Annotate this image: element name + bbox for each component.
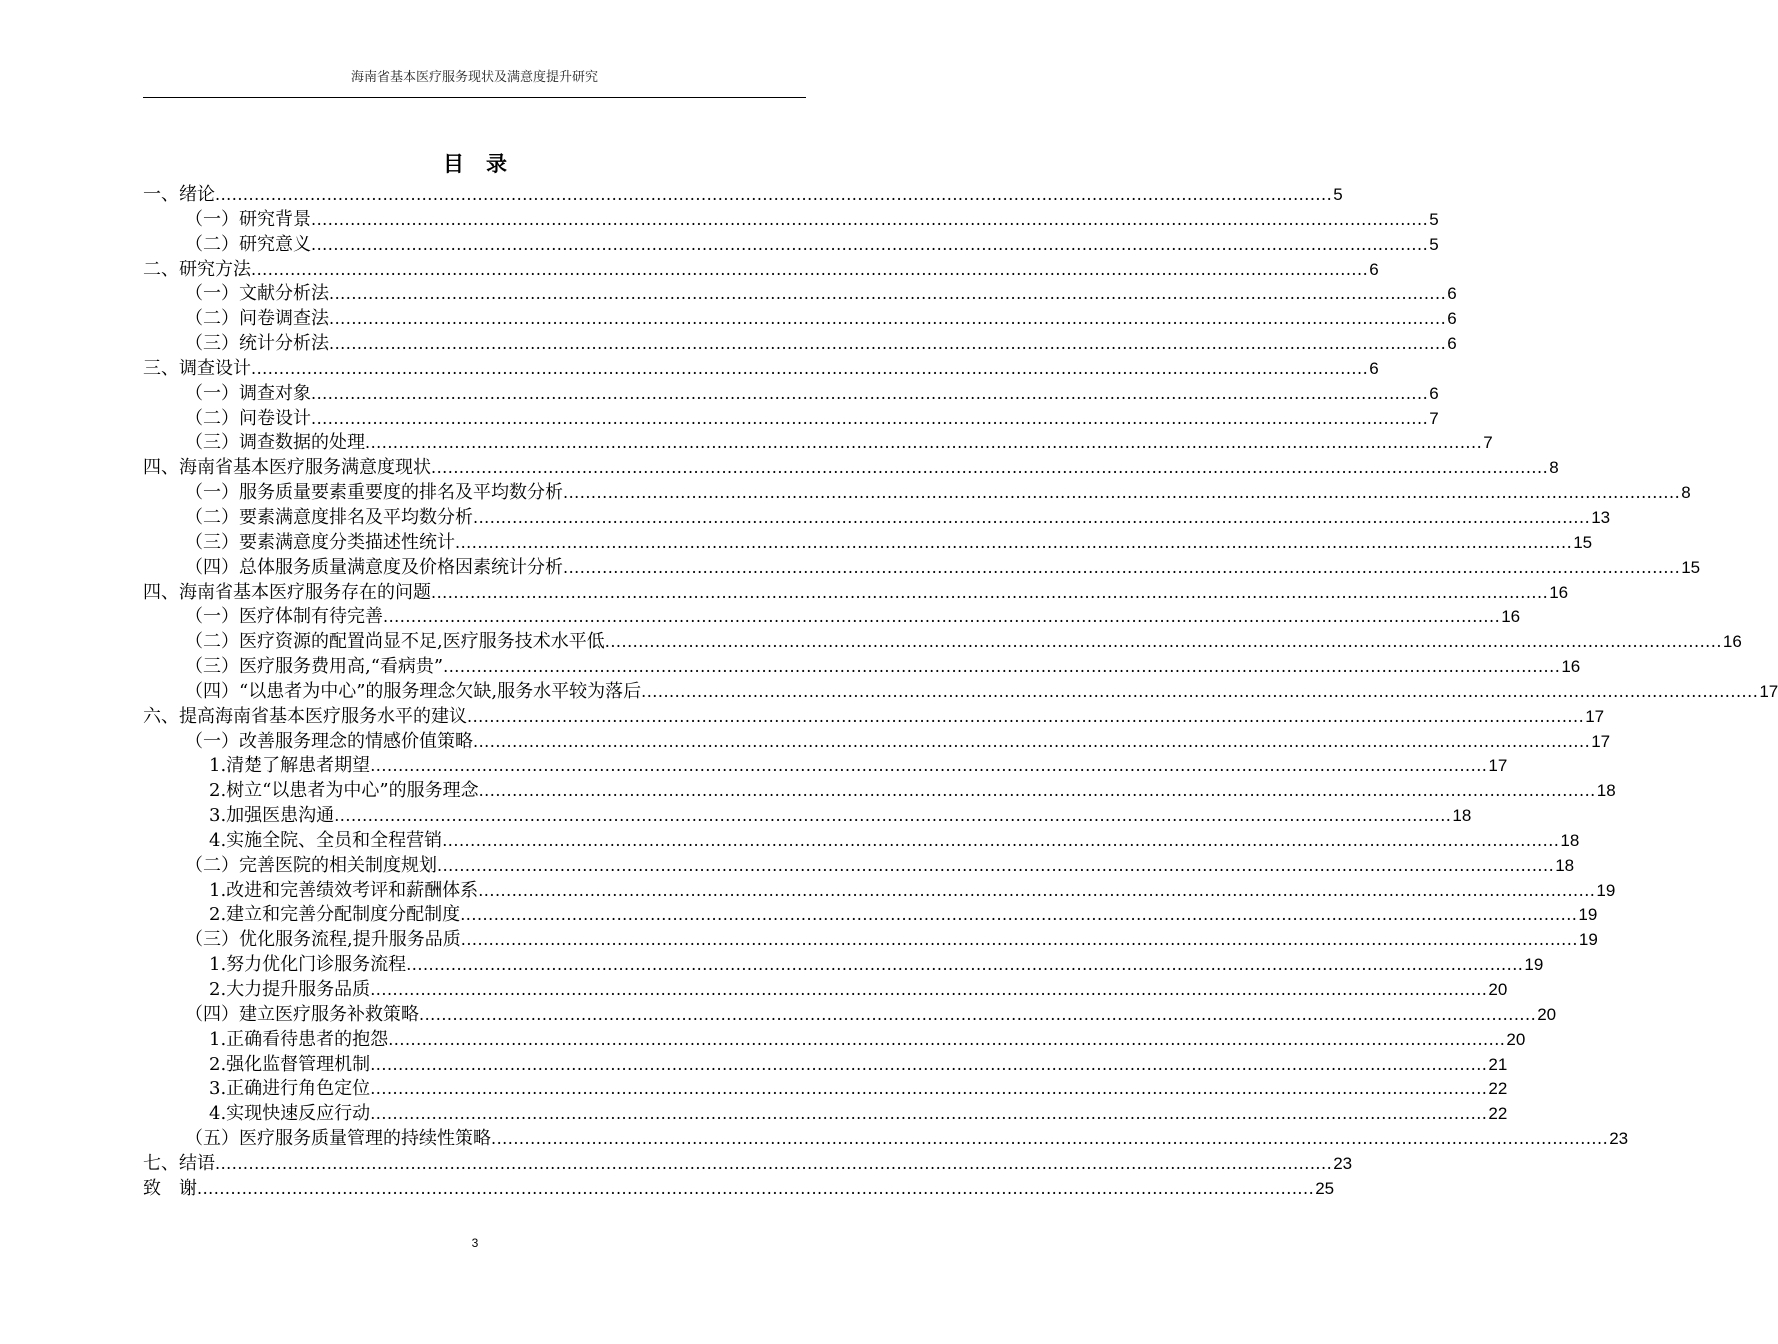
toc-dot-leader: ........................................................................................................................................................................................................	[473, 731, 1591, 751]
toc-entry-page: 19	[1578, 930, 1598, 950]
toc-entry[interactable]	[143, 282, 1457, 307]
toc-dot-leader: ........................................................................................................................................................................................................	[329, 284, 1447, 304]
toc-entry[interactable]	[143, 431, 1493, 456]
toc-entry-label: （一）服务质量要素重要度的排名及平均数分析	[185, 482, 563, 504]
toc-dot-leader: ........................................................................................................................................................................................................	[334, 806, 1452, 826]
toc-entry-page: 6	[1447, 334, 1457, 354]
toc-entry-page: 19	[1524, 955, 1544, 975]
toc-entry-page: 6	[1447, 284, 1457, 304]
toc-entry-page: 20	[1488, 980, 1508, 999]
toc-entry-page: 22	[1488, 1104, 1508, 1124]
toc-entry[interactable]	[143, 854, 1575, 879]
toc-entry-page: 13	[1591, 507, 1611, 527]
toc-entry-page: 25	[1315, 1178, 1335, 1198]
toc-dot-leader: ........................................................................................................................................................................................................	[251, 358, 1369, 378]
toc-entry-label: 3.正确进行角色定位	[209, 1078, 371, 1100]
running-header: 海南省基本医疗服务现状及满意度提升研究	[350, 70, 598, 85]
toc-entry-label: （二）问卷调查法	[185, 308, 329, 330]
toc-entry-page: 15	[1573, 532, 1593, 552]
toc-entry-label: 四、海南省基本医疗服务满意度现状	[143, 457, 431, 479]
toc-entry[interactable]	[143, 258, 1379, 283]
toc-dot-leader: ........................................................................................................................................................................................................	[478, 880, 1596, 900]
toc-entry-page: 18	[1596, 781, 1616, 801]
toc-entry-label: 2.大力提升服务品质	[209, 979, 371, 1000]
toc-entry-label: （一）研究背景	[185, 208, 311, 230]
toc-dot-leader: ........................................................................................................................................................................................................	[329, 334, 1447, 354]
toc-entry[interactable]	[143, 407, 1439, 432]
toc-entry-page: 16	[1722, 632, 1742, 652]
toc-entry[interactable]	[143, 183, 1343, 208]
toc-entry-label: 2.建立和完善分配制度分配制度	[209, 904, 461, 926]
toc-entry-label: （二）医疗资源的配置尚显不足,医疗服务技术水平低	[185, 631, 605, 653]
toc-entry-label: （三）要素满意度分类描述性统计	[185, 531, 455, 553]
toc-entry-page: 5	[1333, 185, 1343, 204]
toc-entry-label: 四、海南省基本医疗服务存在的问题	[143, 581, 431, 603]
toc-entry-page: 6	[1369, 259, 1379, 279]
toc-dot-leader: ........................................................................................................................................................................................................	[311, 234, 1429, 254]
toc-entry[interactable]	[143, 630, 1742, 655]
toc-entry-label: （二）要素满意度排名及平均数分析	[185, 506, 473, 528]
toc-entry[interactable]	[143, 1152, 1353, 1177]
toc-entry-label: 三、调查设计	[143, 357, 251, 379]
toc-entry-page: 23	[1333, 1153, 1353, 1173]
toc-entry[interactable]	[143, 1003, 1557, 1028]
toc-entry[interactable]	[143, 481, 1691, 506]
toc-entry[interactable]	[143, 233, 1439, 258]
toc-entry[interactable]	[143, 1127, 1629, 1152]
toc-entry[interactable]	[143, 382, 1439, 407]
toc-entry[interactable]	[143, 208, 1439, 233]
toc-dot-leader: ........................................................................................................................................................................................................	[455, 532, 1573, 552]
toc-entry-label: （一）调查对象	[185, 382, 311, 404]
toc-entry[interactable]	[143, 1053, 1508, 1078]
toc-entry-page: 5	[1429, 209, 1439, 229]
toc-entry[interactable]	[143, 730, 1611, 755]
toc-entry[interactable]	[143, 953, 1544, 978]
toc-entry[interactable]	[143, 978, 1508, 1003]
toc-dot-leader: ........................................................................................................................................................................................................	[311, 209, 1429, 229]
toc-dot-leader: ........................................................................................................................................................................................................	[370, 980, 1488, 999]
toc-entry-label: （一）改善服务理念的情感价值策略	[185, 730, 473, 752]
toc-dot-leader: ........................................................................................................................................................................................................	[563, 483, 1681, 503]
toc-entry-label: 1.努力优化门诊服务流程	[209, 954, 407, 976]
toc-entry-page: 16	[1501, 607, 1521, 627]
toc-entry-label: （五）医疗服务质量管理的持续性策略	[185, 1128, 491, 1150]
toc-entry-label: （三）调查数据的处理	[185, 432, 365, 454]
toc-entry[interactable]	[143, 754, 1508, 779]
toc-entry-label: （二）问卷设计	[185, 407, 311, 429]
toc-entry-page: 19	[1578, 905, 1598, 925]
toc-dot-leader: ........................................................................................................................................................................................................	[383, 607, 1501, 627]
toc-entry[interactable]	[143, 581, 1569, 606]
toc-entry-label: 致 谢	[143, 1177, 197, 1199]
toc-dot-leader: ........................................................................................................................................................................................................	[478, 781, 1596, 801]
table-of-contents	[143, 183, 1778, 1202]
toc-entry-label: 2.强化监督管理机制	[209, 1053, 371, 1075]
toc-dot-leader: ........................................................................................................................................................................................................	[473, 507, 1591, 527]
toc-entry-page: 17	[1591, 731, 1611, 751]
toc-entry-label: 4.实现快速反应行动	[209, 1103, 371, 1125]
toc-entry-page: 6	[1369, 358, 1379, 378]
toc-entry-page: 17	[1759, 681, 1778, 701]
toc-entry-page: 23	[1609, 1129, 1629, 1149]
toc-entry-page: 16	[1549, 582, 1569, 602]
toc-dot-leader: ........................................................................................................................................................................................................	[215, 185, 1333, 204]
toc-entry-page: 17	[1488, 756, 1508, 776]
toc-entry-label: （三）优化服务流程,提升服务品质	[185, 929, 461, 951]
toc-entry-page: 15	[1681, 557, 1701, 577]
toc-entry-label: 4.实施全院、全员和全程营销	[209, 829, 443, 851]
toc-entry[interactable]	[143, 332, 1457, 357]
toc-entry-page: 19	[1596, 880, 1616, 900]
toc-dot-leader: ........................................................................................................................................................................................................	[370, 1054, 1488, 1074]
toc-entry[interactable]	[143, 705, 1605, 730]
toc-entry[interactable]	[143, 556, 1701, 581]
toc-entry-page: 18	[1560, 830, 1580, 850]
toc-entry-page: 5	[1429, 234, 1439, 254]
toc-entry[interactable]	[143, 605, 1521, 630]
header-rule	[143, 97, 806, 98]
toc-dot-leader: ........................................................................................................................................................................................................	[311, 383, 1429, 403]
toc-entry-label: （三）医疗服务费用高,“看病贵”	[185, 656, 444, 678]
toc-entry-page: 21	[1488, 1054, 1508, 1074]
toc-entry[interactable]	[143, 1028, 1526, 1053]
toc-entry[interactable]	[143, 506, 1611, 531]
toc-entry-label: 一、绪论	[143, 184, 215, 205]
toc-entry[interactable]	[143, 928, 1598, 953]
toc-dot-leader: ........................................................................................................................................................................................................	[215, 1153, 1333, 1173]
toc-entry-label: （四）总体服务质量满意度及价格因素统计分析	[185, 556, 563, 578]
toc-dot-leader: ........................................................................................................................................................................................................	[311, 408, 1429, 428]
toc-entry-page: 8	[1549, 458, 1559, 478]
toc-dot-leader: ........................................................................................................................................................................................................	[641, 681, 1759, 701]
toc-dot-leader: ........................................................................................................................................................................................................	[370, 1079, 1488, 1099]
toc-entry-label: 六、提高海南省基本医疗服务水平的建议	[143, 705, 467, 727]
toc-entry[interactable]	[143, 680, 1778, 705]
toc-entry-page: 6	[1429, 383, 1439, 403]
toc-entry-page: 18	[1452, 806, 1472, 826]
toc-dot-leader: ........................................................................................................................................................................................................	[460, 930, 1578, 950]
toc-dot-leader: ........................................................................................................................................................................................................	[388, 1029, 1506, 1049]
toc-entry-label: 1.清楚了解患者期望	[209, 755, 371, 777]
toc-entry[interactable]	[143, 1102, 1508, 1127]
toc-dot-leader: ........................................................................................................................................................................................................	[251, 259, 1369, 279]
toc-entry-page: 7	[1429, 408, 1439, 428]
toc-entry[interactable]	[143, 357, 1379, 382]
toc-dot-leader: ........................................................................................................................................................................................................	[406, 955, 1524, 975]
toc-dot-leader: ........................................................................................................................................................................................................	[419, 1004, 1537, 1024]
toc-entry-label: 2.树立“以患者为中心”的服务理念	[209, 780, 479, 802]
toc-entry-label: 1.正确看待患者的抱怨	[209, 1028, 389, 1050]
toc-entry-page: 20	[1537, 1004, 1557, 1024]
toc-title: 目录	[443, 151, 529, 176]
toc-entry-label: （四）建立医疗服务补救策略	[185, 1003, 419, 1025]
toc-dot-leader: ........................................................................................................................................................................................................	[437, 855, 1555, 875]
toc-entry-label: 二、研究方法	[143, 258, 251, 280]
toc-entry-page: 20	[1506, 1029, 1526, 1049]
toc-entry-label: 七、结语	[143, 1152, 215, 1174]
toc-entry-page: 16	[1561, 657, 1581, 677]
toc-dot-leader: ........................................................................................................................................................................................................	[442, 830, 1560, 850]
toc-entry-label: （一）文献分析法	[185, 283, 329, 305]
toc-dot-leader: ........................................................................................................................................................................................................	[365, 433, 1483, 453]
toc-entry[interactable]	[143, 1077, 1508, 1102]
toc-entry-page: 17	[1585, 706, 1605, 726]
toc-entry[interactable]	[143, 879, 1616, 904]
toc-entry-page: 7	[1483, 433, 1493, 453]
toc-entry[interactable]	[143, 307, 1457, 332]
toc-dot-leader: ........................................................................................................................................................................................................	[329, 309, 1447, 329]
toc-dot-leader: ........................................................................................................................................................................................................	[370, 756, 1488, 776]
toc-entry[interactable]	[143, 1177, 1335, 1202]
toc-entry-label: （二）完善医院的相关制度规划	[185, 854, 437, 876]
toc-entry-page: 18	[1555, 855, 1575, 875]
toc-dot-leader: ........................................................................................................................................................................................................	[431, 582, 1549, 602]
toc-entry-label: （二）研究意义	[185, 233, 311, 255]
toc-entry-label: （四）“以患者为中心”的服务理念欠缺,服务水平较为落后	[185, 680, 642, 702]
toc-entry-label: （三）统计分析法	[185, 333, 329, 355]
toc-entry[interactable]	[143, 829, 1580, 854]
toc-entry-page: 22	[1488, 1079, 1508, 1099]
toc-entry[interactable]	[143, 804, 1472, 829]
page-number: 3	[471, 1236, 479, 1250]
toc-dot-leader: ........................................................................................................................................................................................................	[443, 657, 1561, 677]
toc-entry[interactable]	[143, 655, 1581, 680]
toc-dot-leader: ........................................................................................................................................................................................................	[467, 706, 1585, 726]
toc-dot-leader: ........................................................................................................................................................................................................	[431, 458, 1549, 478]
toc-entry[interactable]	[143, 903, 1598, 928]
toc-entry-label: 1.改进和完善绩效考评和薪酬体系	[209, 879, 479, 901]
toc-dot-leader: ........................................................................................................................................................................................................	[563, 557, 1681, 577]
toc-entry-label: 3.加强医患沟通	[209, 805, 335, 827]
toc-dot-leader: ........................................................................................................................................................................................................	[370, 1104, 1488, 1124]
toc-entry-page: 6	[1447, 309, 1457, 329]
toc-dot-leader: ........................................................................................................................................................................................................	[491, 1129, 1609, 1149]
toc-entry[interactable]	[143, 456, 1559, 481]
toc-entry[interactable]	[143, 779, 1616, 804]
toc-dot-leader: ........................................................................................................................................................................................................	[604, 632, 1722, 652]
toc-entry-page: 8	[1681, 483, 1691, 503]
toc-entry[interactable]	[143, 531, 1593, 556]
toc-dot-leader: ........................................................................................................................................................................................................	[460, 905, 1578, 925]
toc-entry-label: （一）医疗体制有待完善	[185, 606, 383, 628]
toc-dot-leader: ........................................................................................................................................................................................................	[197, 1178, 1315, 1198]
